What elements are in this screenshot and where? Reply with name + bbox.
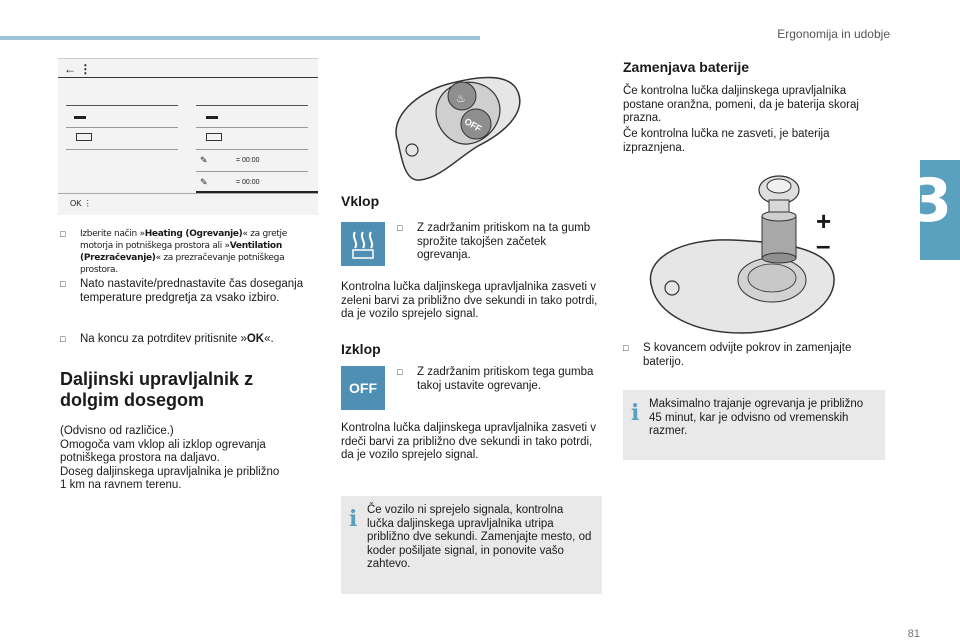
izklop-heading: Izklop (341, 341, 381, 357)
header-bar (0, 36, 480, 40)
battery-instruction: □ S kovancem odvijte pokrov in zamenjajte baterijo. (623, 342, 852, 368)
info-box-signal (341, 496, 602, 594)
off-icon: OFF (341, 366, 385, 410)
info-text: Maksimalno trajanje ogrevanja je približno 45 minut, kar je odvisno od vremenskih razmer. (649, 398, 864, 437)
battery-para-1: Če kontrolna lučka daljinskega upravljalnika postane oranžna, pomeni, da je baterija skoraj prazna. (623, 85, 859, 124)
minus-sign: – (816, 230, 831, 260)
bullet-marker: □ (397, 367, 403, 377)
bullet-marker: □ (60, 279, 66, 289)
divider (196, 127, 308, 128)
bullet-marker: □ (60, 229, 66, 239)
info-text: Če vozilo ni sprejelo signala, kontrolna lučka daljinskega upravljalnika utripa približno dve sekundi. Zamenjajte mesto, od koder pošiljate signal, in ponovite vašo zahtevo. (367, 504, 592, 570)
battery-heading: Zamenjava baterije (623, 59, 750, 75)
info-icon: i (349, 506, 358, 532)
slot-dash-icon (206, 116, 218, 119)
battery-illustration (642, 168, 842, 338)
divider (66, 105, 178, 106)
heat-on-icon (341, 222, 385, 266)
slot-rect-icon (206, 133, 222, 141)
info-box-duration (623, 390, 885, 460)
divider (58, 193, 318, 194)
info-icon: i (631, 400, 640, 426)
step-set-time: □ Nato nastavite/prednastavite čas doseganja temperature predgretja za vsako izbiro. (60, 278, 304, 304)
bullet-marker: □ (397, 223, 403, 233)
divider (66, 127, 178, 128)
bullet-marker: □ (623, 343, 629, 353)
remote-off-label: OFF (462, 116, 484, 134)
slot-rect-icon (76, 133, 92, 141)
slot-dash-icon (74, 116, 86, 119)
vklop-description: Kontrolna lučka daljinskega upravljalnika zasveti v zeleni barvi za približno dve sekundi in tako potrdi, da je vozilo sprejelo signal. (341, 281, 598, 320)
izklop-description: Kontrolna lučka daljinskega upravljalnika zasveti v rdeči barvi za približno dve sekundi in tako potrdi, da je vozilo sprejelo signal. (341, 422, 597, 461)
divider (196, 105, 308, 106)
ok-label: OK ⋮ (70, 199, 92, 208)
bullet-marker: □ (60, 334, 66, 344)
step-select-mode: □ Izberite način »Heating (Ogrevanje)« za gretje motorja in potniškega prostora ali »Ventilation (Prezračevanje)« za prezračevanje potniškega prostora. (60, 229, 287, 275)
remote-description: (Odvisno od različice.) Omogoča vam vklop ali izklop ogrevanja potniškega prostora na daljavo. Doseg daljinskega upravljalnika je približno 1 km na ravnem terenu. (60, 425, 280, 491)
vklop-heading: Vklop (341, 193, 380, 209)
section-title: Ergonomija in udobje (777, 27, 890, 41)
pen-icon: ✎ (200, 177, 208, 187)
pen-icon: ✎ (200, 155, 208, 165)
battery-para-2: Če kontrolna lučka ne zasveti, je baterija izpraznjena. (623, 128, 830, 154)
heat-symbol-icon: ♨ (456, 92, 466, 105)
heat-symbol-icon (341, 222, 385, 266)
remote-heading: Daljinski upravljalnik z dolgim dosegom (60, 369, 254, 410)
divider (196, 149, 308, 150)
page-number: 81 (907, 628, 920, 640)
plus-sign: + (816, 206, 832, 236)
remote-illustration (388, 62, 528, 190)
chapter-number: 3 (910, 166, 952, 236)
screen-illustration (58, 58, 318, 215)
back-arrow-icon: ← ⋮ (64, 62, 92, 76)
timer-2: = 00:00 (236, 179, 260, 186)
divider (196, 171, 308, 172)
vklop-instruction: □ Z zadržanim pritiskom na ta gumb sprožite takojšen začetek ogrevanja. (397, 222, 591, 261)
izklop-instruction: □ Z zadržanim pritiskom tega gumba takoj ustavite ogrevanje. (397, 366, 594, 392)
divider (66, 149, 178, 150)
divider (58, 77, 318, 78)
timer-1: = 00:00 (236, 157, 260, 164)
